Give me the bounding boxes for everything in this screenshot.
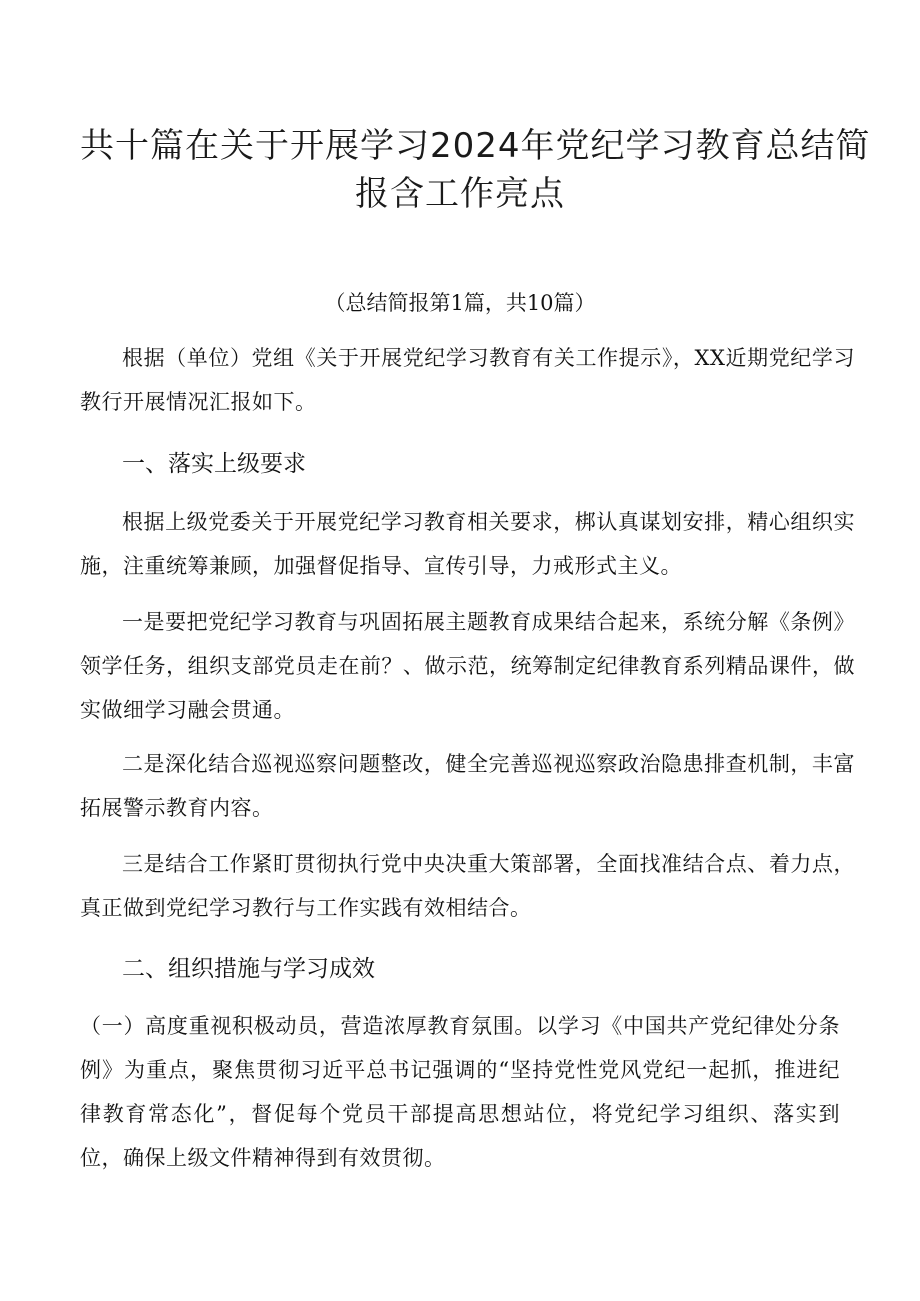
section-heading-2: 二、组织措施与学习成效 [122,956,375,982]
document-title-line-2: 报含工作亮点 [355,174,565,214]
paragraph-point-one: 一是要把党纪学习教育与巩固拓展主题教育成果结合起来，系统分解《条例》领学任务，组织支部党员走在前？、做示范，统筹制定纪律教育系列精品课件，做实做细学习融会贯通。 [80,610,855,722]
intro-paragraph: 根据（单位）党组《关于开展党纪学习教育有关工作提示》，XX近期党纪学习教行开展情况汇报如下。 [80,346,855,414]
document-subtitle: （总结简报第1篇，共10篇） [324,291,596,315]
section-heading-1: 一、落实上级要求 [122,451,306,477]
paragraph-requirements: 根据上级党委关于开展党纪学习教育相关要求，梆认真谋划安排，精心组织实施，注重统筹兼顾，加强督促指导、宣传引导，力戒形式主义。 [80,510,855,578]
paragraph-measure-one: （一）高度重视积极动员，营造浓厚教育氛围。以学习《中国共产党纪律处分条例》为重点，聚焦贯彻习近平总书记强调的“坚持党性党风党纪一起抓，推进纪律教育常态化”，督促每个党员干部提高思想站位，将党纪学习组织、落实到位，确保上级文件精神得到有效贯彻。 [80,1014,840,1170]
paragraph-point-two: 二是深化结合巡视巡察问题整改，健全完善巡视巡察政治隐患排查机制，丰富拓展警示教育内容。 [80,752,855,820]
document-title-line-1: 共十篇在关于开展学习2024年党纪学习教育总结简 [80,126,871,166]
paragraph-point-three: 三是结合工作紧盯贯彻执行党中央决重大策部署，全面找准结合点、着力点，真正做到党纪学习教行与工作实践有效相结合。 [80,852,855,920]
